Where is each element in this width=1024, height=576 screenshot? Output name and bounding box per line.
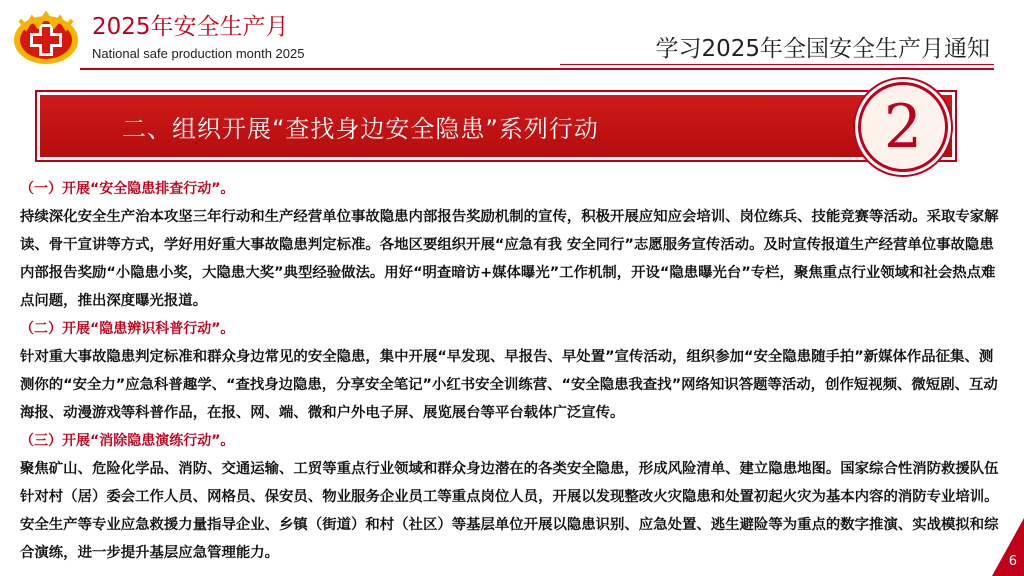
header-right-title: 学习2025年全国安全生产月通知 (655, 36, 990, 62)
section-heading-1: （一）开展“安全隐患排查行动”。 (20, 181, 235, 197)
header-divider (80, 68, 994, 70)
banner-title: 二、组织开展“查找身边安全隐患”系列行动 (122, 115, 599, 143)
safety-month-logo-icon (12, 6, 80, 66)
section-paragraph-2: 针对重大事故隐患判定标准和群众身边常见的安全隐患，集中开展“早发现、早报告、早处置”宣传活动，组织参加“安全隐患随手拍”新媒体作品征集、测测你的“安全力”应急科普趣学、“查找身边隐患，分享安全笔记”小红书安全训练营、“安全隐患我查找”网络知识答题等活动，创作短视频、微短剧、互动海报、动漫游戏等科普作品，在报、网、端、微和户外电子屏、展览展台等平台载体广泛宣传。 (20, 349, 998, 421)
content-body (20, 177, 1002, 569)
page-number: 6 (1008, 554, 1017, 569)
section-heading-3: （三）开展“消除隐患演练行动”。 (20, 433, 235, 449)
section-heading-2: （二）开展“隐患辨识科普行动”。 (20, 321, 235, 337)
section-banner (40, 95, 952, 157)
section-paragraph-3: 聚焦矿山、危险化学品、消防、交通运输、工贸等重点行业领域和群众身边潜在的各类安全隐患，形成风险清单、建立隐患地图。国家综合性消防救援队伍针对村（居）委会工作人员、网格员、保安员、物业服务企业员工等重点岗位人员，开展以发现整改火灾隐患和处置初起火灾为基本内容的消防专业培训。安全生产等专业应急救援力量指导企业、乡镇（街道）和村（社区）等基层单位开展以隐患识别、应急处置、逃生避险等为重点的数字推演、实战模拟和综合演练，进一步提升基层应急管理能力。 (20, 461, 999, 561)
header-divider-accent (560, 64, 994, 65)
header-title: 2025年安全生产月 (92, 14, 289, 40)
section-paragraph-1: 持续深化安全生产治本攻坚三年行动和生产经营单位事故隐患内部报告奖励机制的宣传，积极开展应知应会培训、岗位练兵、技能竞赛等活动。采取专家解读、骨干宣讲等方式，学好用好重大事故隐患判定标准。各地区要组织开展“应急有我 安全同行”志愿服务宣传活动。及时宣传报道生产经营单位事故隐患内部报告奖励“小隐患小奖，大隐患大奖”典型经验做法。用好“明查暗访+媒体曝光”工作机制，开设“隐患曝光台”专栏，聚焦重点行业领域和社会热点难点问题，推出深度曝光报道。 (20, 209, 999, 309)
section-number-badge: 2 (858, 82, 948, 172)
header-subtitle: National safe production month 2025 (92, 46, 305, 61)
